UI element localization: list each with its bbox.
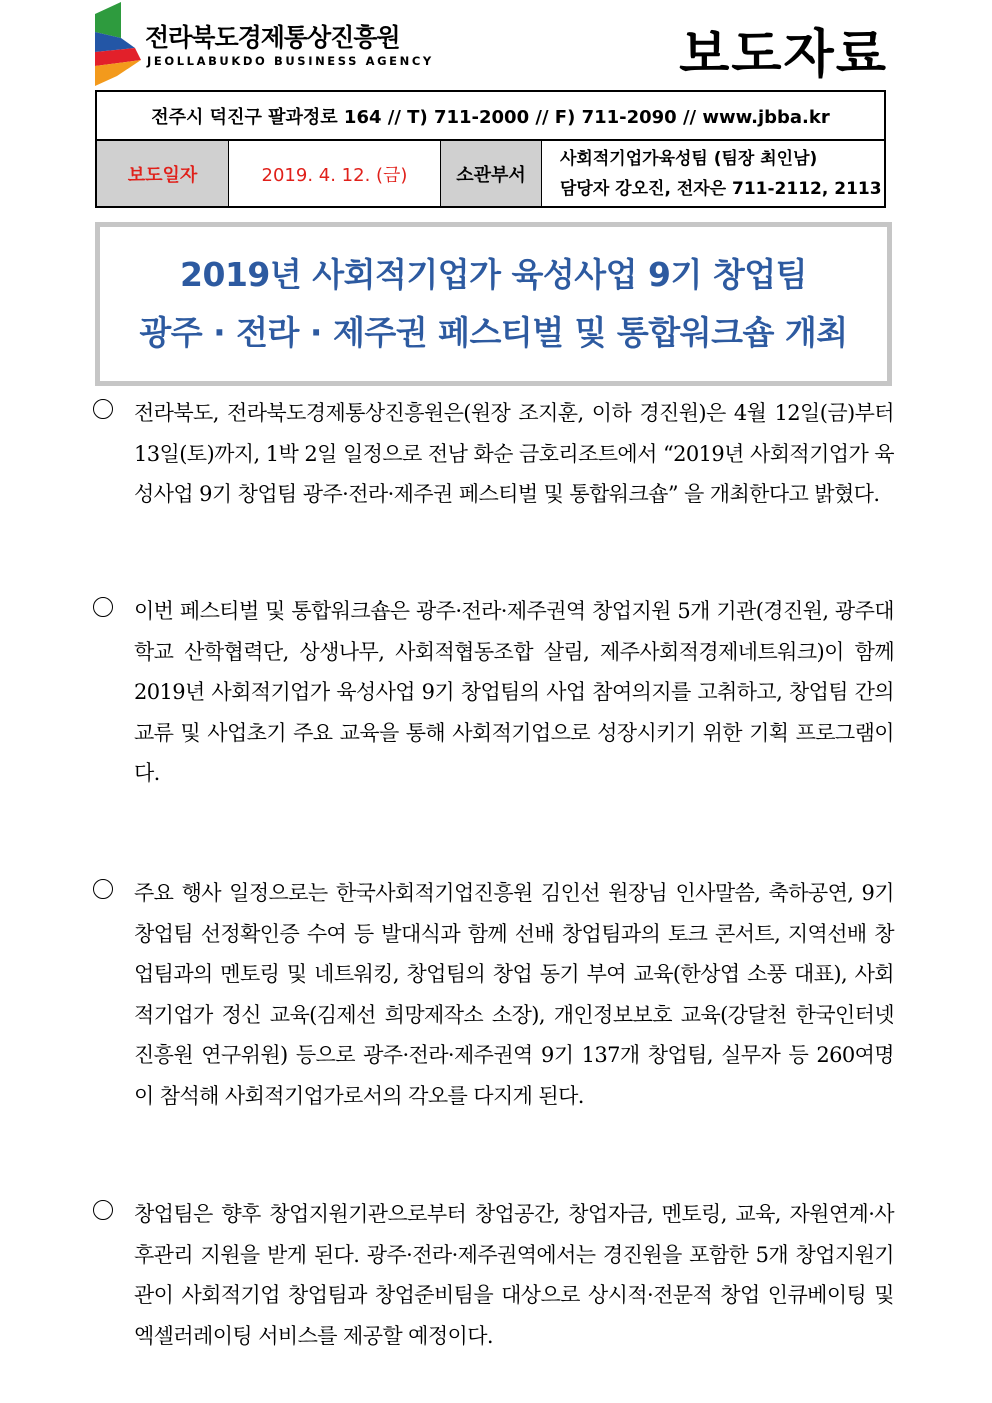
department-info bbox=[542, 141, 884, 206]
contact-line: 전주시 덕진구 팔과정로 164 // T) 711-2000 // F) 711-2090 // www.jbba.kr bbox=[97, 92, 884, 141]
paragraph-4 bbox=[93, 1194, 898, 1356]
org-name-ko: 전라북도경제통상진흥원 bbox=[145, 23, 400, 52]
press-info-table bbox=[95, 90, 886, 208]
org-name-en: JEOLLABUKDO BUSINESS AGENCY bbox=[147, 54, 434, 68]
paragraph-text: 전라북도, 전라북도경제통상진흥원은(원장 조지훈, 이하 경진원)은 4월 12일(금)부터 13일(토)까지, 1박 2일 일정으로 전남 화순 금호리조트에서 “2019년 사회적기업가 육성사업 9기 창업팀 광주·전라·제주권 페스티벌 및 통합워크숍” 을 개최한다고 밝혔다. bbox=[134, 401, 894, 506]
department-contact: 담당자 강오진, 전자은 711-2112, 2113 bbox=[560, 178, 882, 199]
department-team: 사회적기업가육성팀 (팀장 최인남) bbox=[560, 148, 818, 169]
release-info-row bbox=[97, 141, 884, 206]
headline-box bbox=[95, 222, 892, 386]
paragraph-2 bbox=[93, 591, 898, 794]
paragraph-text: 이번 페스티벌 및 통합워크숍은 광주·전라·제주권역 창업지원 5개 기관(경진원, 광주대학교 산학협력단, 상생나무, 사회적협동조합 살림, 제주사회적경제네트워크)이 함께 2019년 사회적기업가 육성사업 9기 창업팀의 사업 참여의지를 고취하고, 창업팀 간의 교류 및 사업초기 주요 교육을 통해 사회적기업으로 성장시키기 위한 기획 프로그램이다. bbox=[134, 599, 894, 785]
circle-bullet-icon bbox=[93, 399, 113, 419]
paragraph-text: 창업팀은 향후 창업지원기관으로부터 창업공간, 창업자금, 멘토링, 교육, 자원연계·사후관리 지원을 받게 된다. 광주·전라·제주권역에서는 경진원을 포함한 5개 창업지원기관이 사회적기업 창업팀과 창업준비팀을 대상으로 상시적·전문적 창업 인큐베이팅 및 엑셀러레이팅 서비스를 제공할 예정이다. bbox=[134, 1202, 894, 1348]
headline-line-1: 2019년 사회적기업가 육성사업 9기 창업팀 bbox=[180, 255, 807, 294]
release-date-label: 보도일자 bbox=[97, 141, 229, 206]
agency-logo bbox=[95, 2, 455, 88]
paragraph-1 bbox=[93, 393, 898, 515]
document-type-title: 보도자료 bbox=[679, 25, 888, 85]
headline-line-2: 광주 · 전라 · 제주권 페스티벌 및 통합워크숍 개최 bbox=[139, 313, 848, 352]
release-date: 2019. 4. 12. (금) bbox=[229, 141, 441, 206]
paragraph-3 bbox=[93, 873, 898, 1116]
circle-bullet-icon bbox=[93, 597, 113, 617]
agency-logo-mark-icon bbox=[95, 2, 143, 88]
department-label: 소관부서 bbox=[441, 141, 542, 206]
paragraph-text: 주요 행사 일정으로는 한국사회적기업진흥원 김인선 원장님 인사말씀, 축하공연, 9기 창업팀 선정확인증 수여 등 발대식과 함께 선배 창업팀과의 토크 콘서트, 지역선배 창업팀과의 멘토링 및 네트워킹, 창업팀의 창업 동기 부여 교육(한상엽 소풍 대표), 사회적기업가 정신 교육(김제선 희망제작소 소장), 개인정보보호 교육(강달천 한국인터넷진흥원 연구위원) 등으로 광주·전라·제주권역 9기 137개 창업팀, 실무자 등 260여명이 참석해 사회적기업가로서의 각오를 다지게 된다. bbox=[134, 881, 894, 1108]
circle-bullet-icon bbox=[93, 879, 113, 899]
circle-bullet-icon bbox=[93, 1200, 113, 1220]
